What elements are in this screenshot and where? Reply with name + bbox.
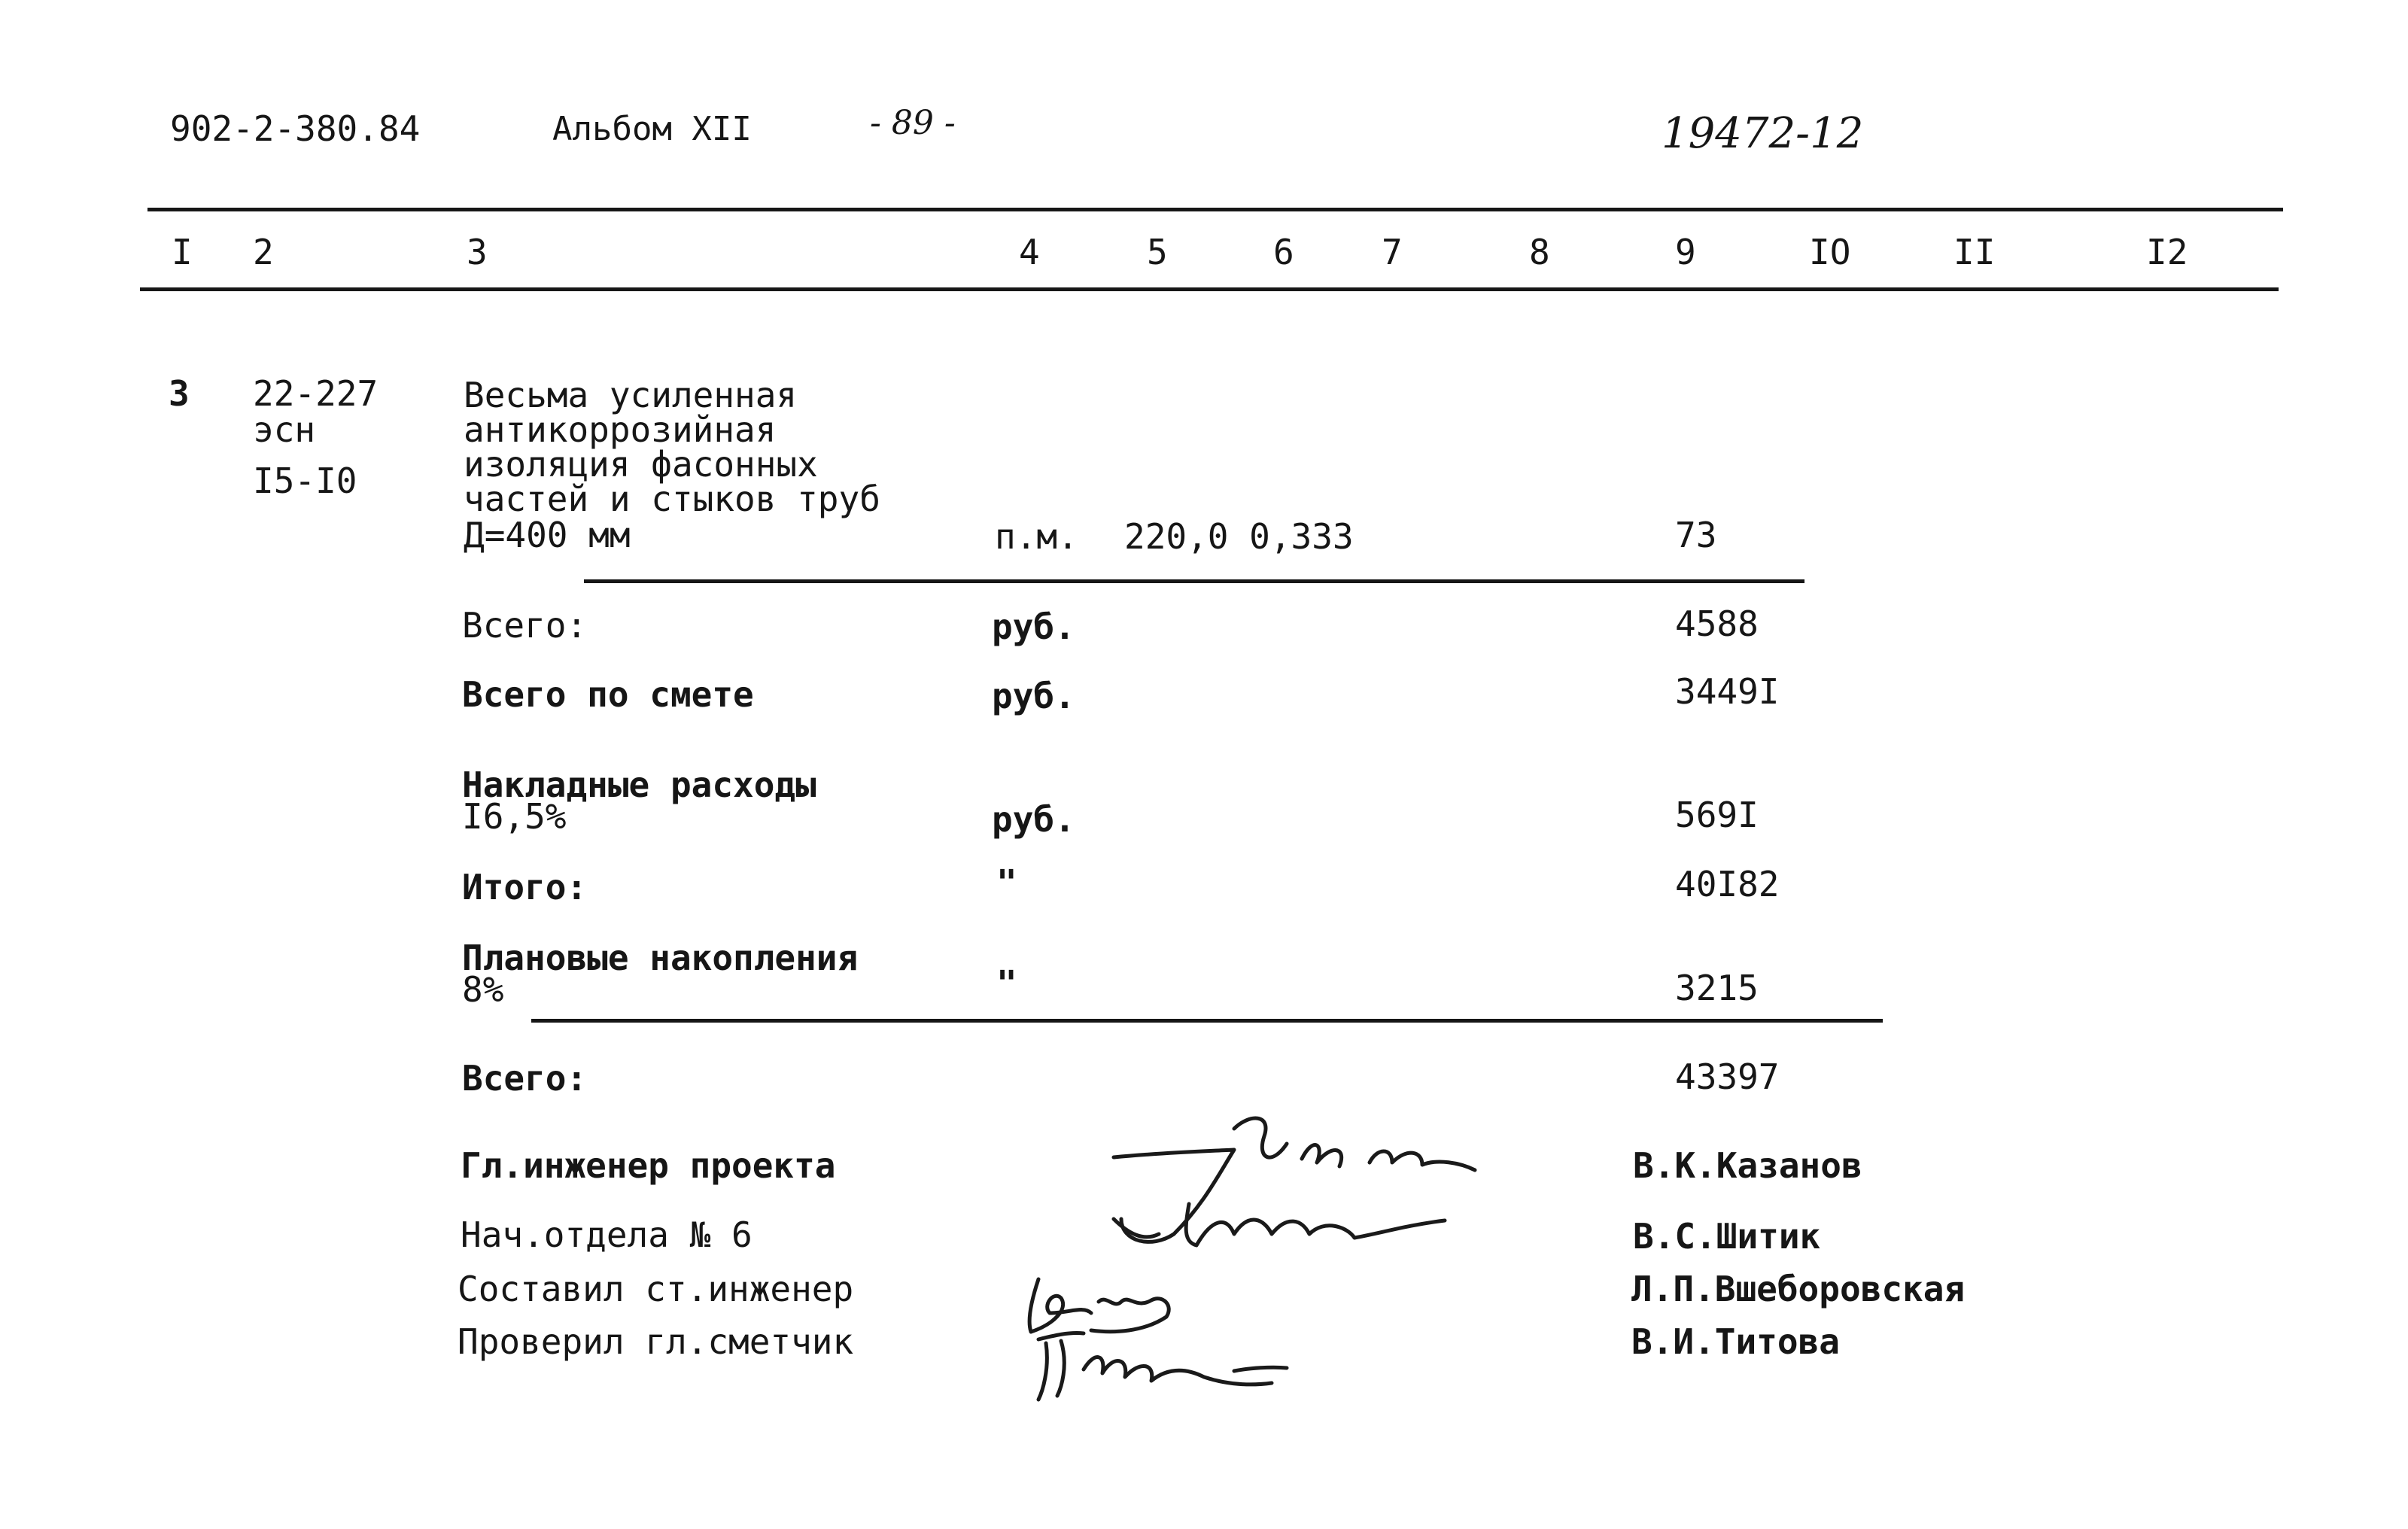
- overhead-label-line: I6,5%: [462, 796, 567, 837]
- description-line: антикоррозийная: [464, 409, 777, 450]
- signatory-name: В.К.Казанов: [1633, 1145, 1862, 1186]
- signatory-name: Л.П.Вшеборовская: [1631, 1269, 1966, 1309]
- column-header: I: [172, 232, 193, 272]
- signature-titova: [1038, 1333, 1287, 1400]
- column-header: 7: [1382, 232, 1403, 272]
- description-line: частей и стыков труб: [464, 479, 880, 519]
- subtotal-label: Всего:: [462, 605, 588, 646]
- item-qty-rate: 220,0 0,333: [1124, 516, 1354, 557]
- column-header: 3: [467, 232, 488, 272]
- signatory-role: Составил ст.инженер: [458, 1269, 854, 1309]
- grand-total-label: Всего:: [462, 1058, 588, 1099]
- page-number: - 89 -: [870, 104, 956, 142]
- itogo-unit: ": [996, 862, 1017, 903]
- column-header: 6: [1273, 232, 1294, 272]
- overhead-value: 569I: [1675, 795, 1759, 835]
- description-line: изоляция фасонных: [464, 444, 818, 485]
- subtotal-unit: руб.: [992, 606, 1075, 647]
- item-code-line: 22-227: [253, 373, 379, 414]
- overhead-unit: руб.: [992, 799, 1075, 840]
- signatory-role: Нач.отдела № 6: [461, 1214, 752, 1255]
- album-label: Альбом XII: [552, 110, 752, 148]
- sheet-number: 19472-12: [1662, 109, 1864, 158]
- item-unit: п.м.: [995, 516, 1078, 557]
- signatory-role: Проверил гл.сметчик: [458, 1321, 854, 1362]
- column-header: IO: [1809, 232, 1851, 272]
- column-header: 2: [253, 232, 274, 272]
- signature-vsheborovskaya: [1029, 1279, 1169, 1332]
- grand-total-value: 43397: [1675, 1056, 1780, 1097]
- itogo-value: 40I82: [1675, 864, 1780, 904]
- signatory-name: В.И.Титова: [1631, 1321, 1840, 1362]
- estimate-total-value: 3449I: [1675, 671, 1780, 712]
- column-header: 4: [1019, 232, 1040, 272]
- planned-savings-label-line: 8%: [462, 969, 504, 1010]
- description-line: Весьма усиленная: [464, 375, 798, 415]
- itogo-label: Итого:: [462, 867, 588, 907]
- column-header: II: [1953, 232, 1996, 272]
- estimate-total-unit: руб.: [992, 676, 1075, 716]
- column-header: I2: [2146, 232, 2188, 272]
- item-amount: 73: [1675, 515, 1717, 555]
- doc-code: 902-2-380.84: [170, 108, 421, 149]
- column-header: 8: [1529, 232, 1550, 272]
- item-code-line: I5-I0: [253, 461, 357, 501]
- planned-savings-label-line: Плановые накопления: [462, 938, 859, 978]
- column-header: 5: [1147, 232, 1168, 272]
- signatory-name: В.С.Шитик: [1633, 1216, 1821, 1257]
- item-number: 3: [169, 373, 190, 414]
- planned-savings-value: 3215: [1675, 968, 1759, 1008]
- column-header: 9: [1675, 232, 1696, 272]
- overhead-label-line: Накладные расходы: [462, 764, 816, 805]
- signatory-role: Гл.инженер проекта: [461, 1145, 836, 1186]
- planned-savings-unit: ": [996, 963, 1017, 1004]
- item-code-line: эсн: [253, 409, 316, 450]
- description-line: Д=400 мм: [464, 515, 631, 555]
- subtotal-value: 4588: [1675, 603, 1759, 644]
- estimate-total-label: Всего по смете: [462, 674, 754, 715]
